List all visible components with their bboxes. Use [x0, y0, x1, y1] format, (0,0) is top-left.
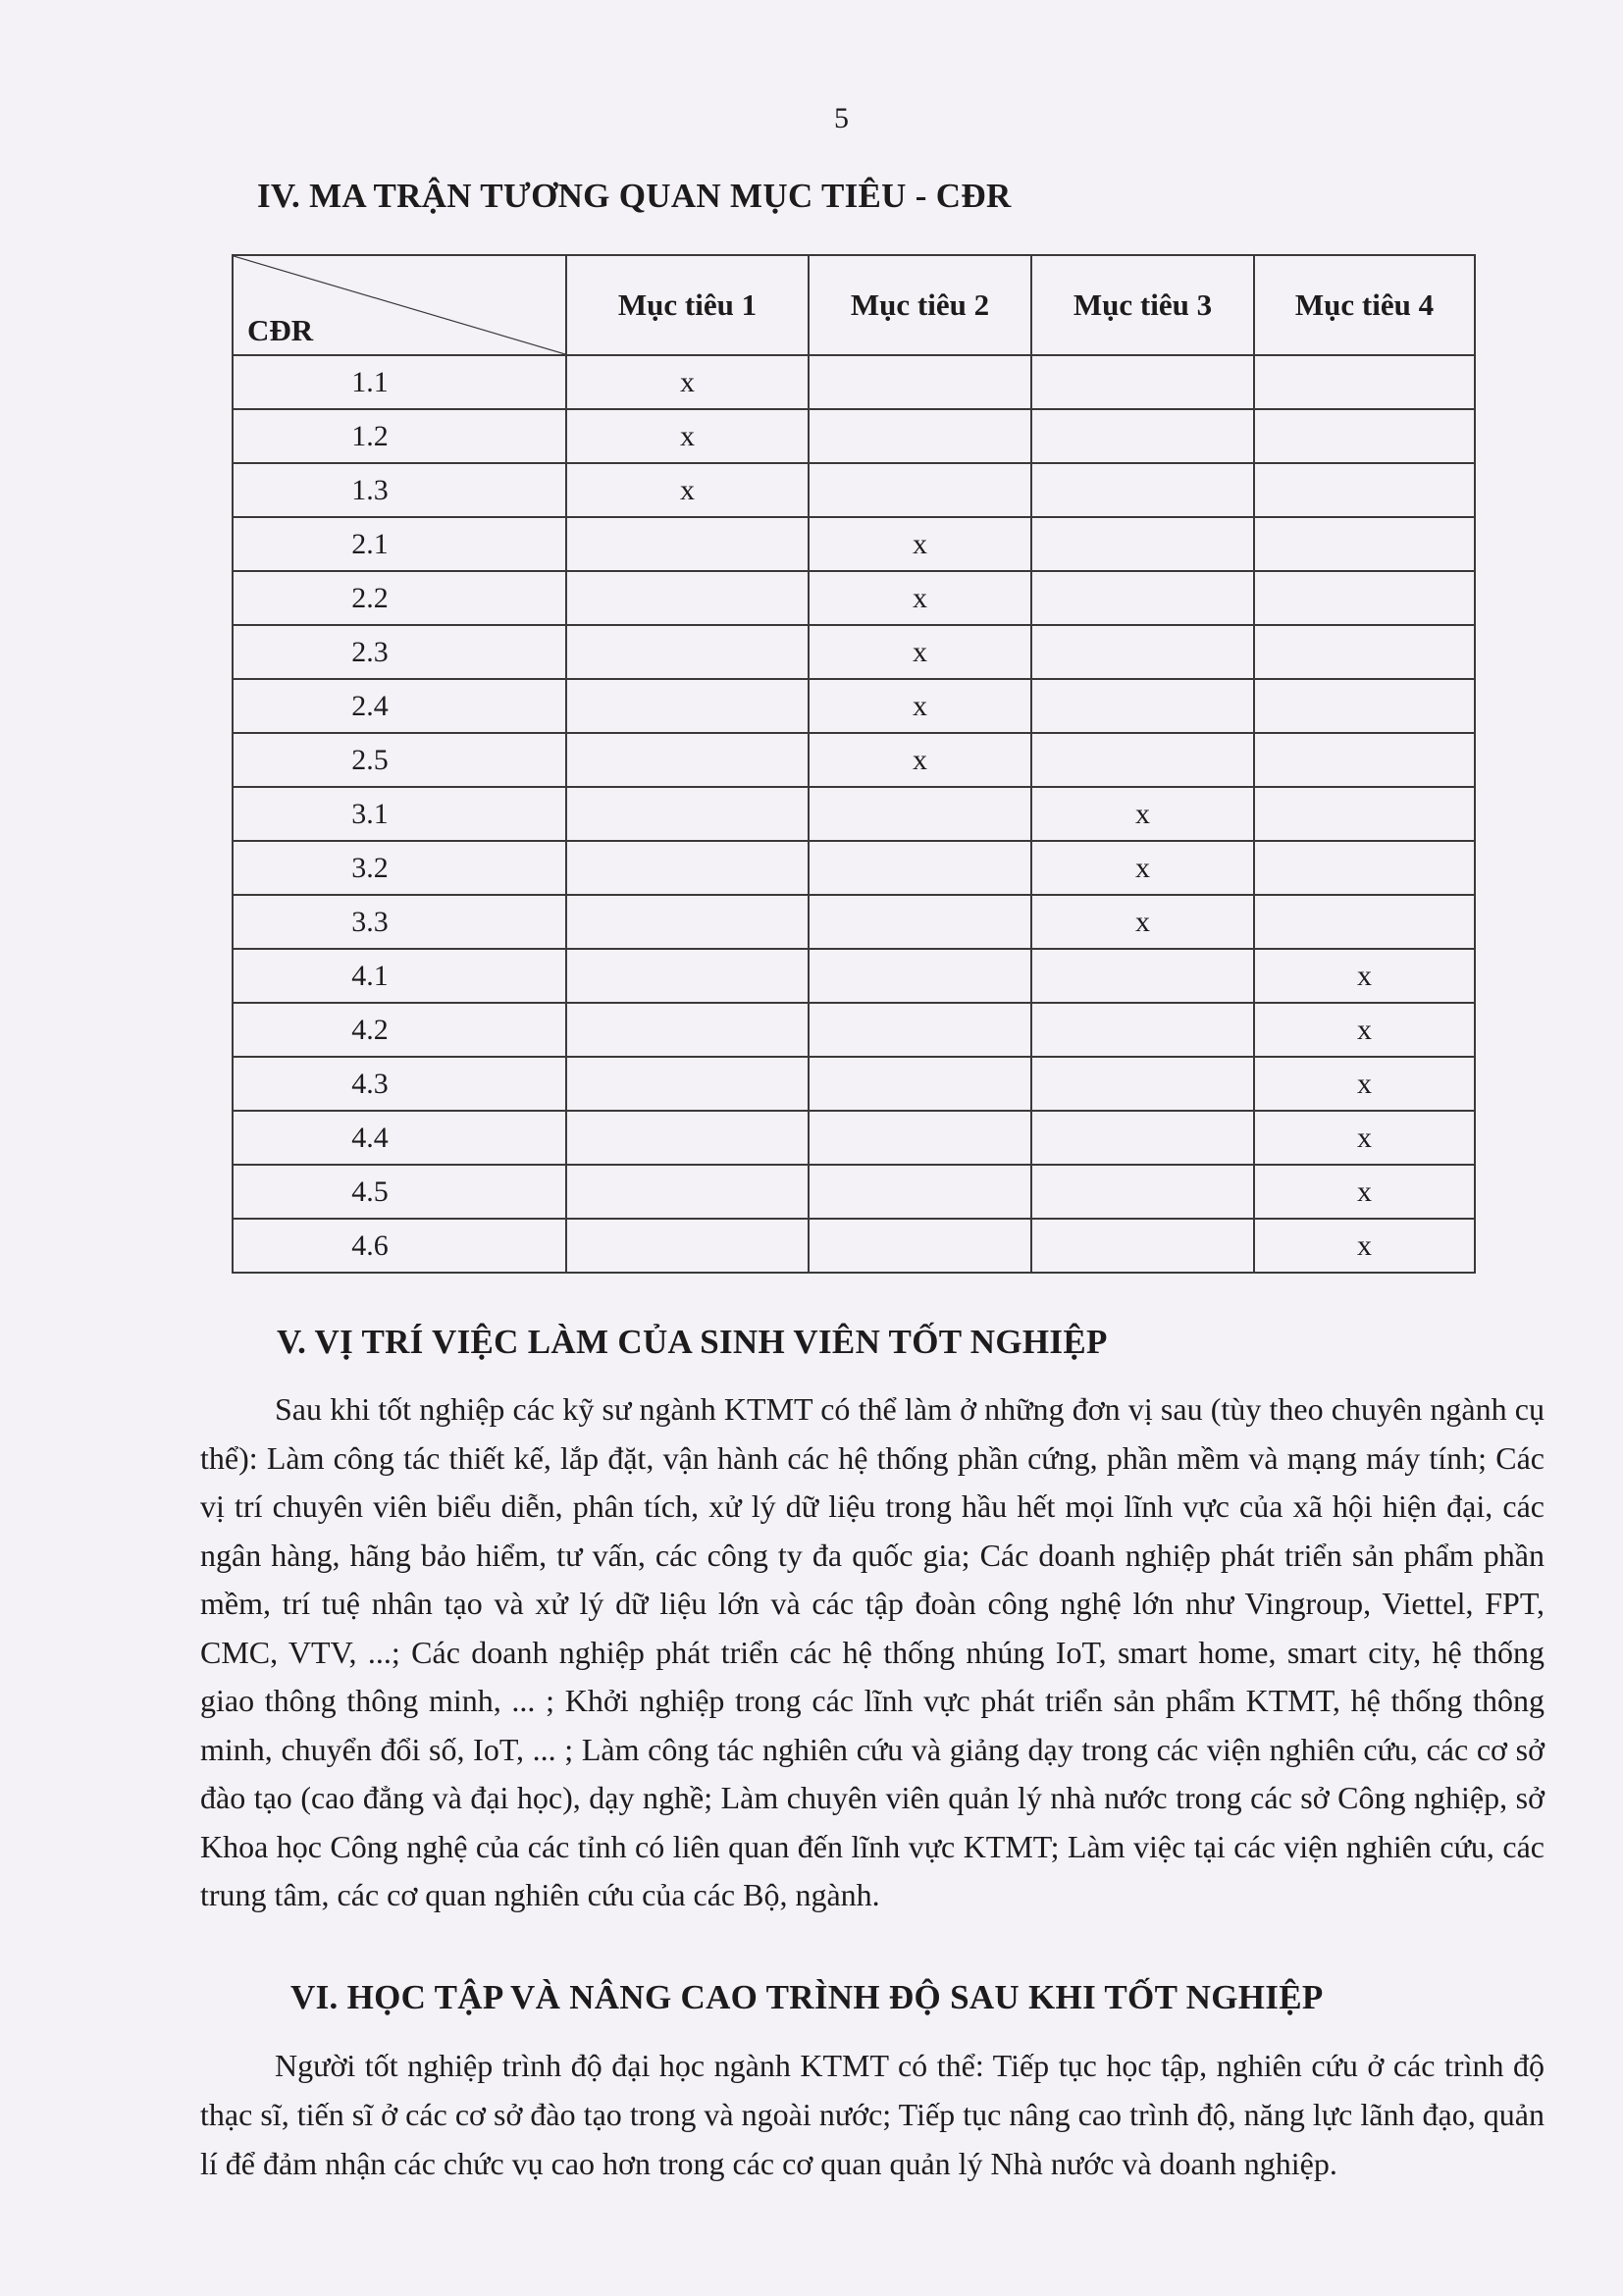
mapping-cell-objective-4 — [1254, 679, 1475, 733]
cdr-code-cell: 2.1 — [233, 517, 566, 571]
column-header-objective-1: Mục tiêu 1 — [566, 255, 809, 355]
table-row — [233, 409, 1475, 463]
mapping-cell-objective-3 — [1031, 733, 1254, 787]
mapping-cell-objective-2 — [809, 1003, 1031, 1057]
cdr-code-cell: 1.2 — [233, 409, 566, 463]
cdr-code-cell: 2.3 — [233, 625, 566, 679]
mapping-cell-objective-1 — [566, 1003, 809, 1057]
mapping-cell-objective-2 — [809, 787, 1031, 841]
cdr-code-cell: 2.5 — [233, 733, 566, 787]
mapping-cell-objective-2 — [809, 409, 1031, 463]
mapping-cell-objective-1 — [566, 1111, 809, 1165]
section-4-heading: IV. MA TRẬN TƯƠNG QUAN MỤC TIÊU - CĐR — [257, 177, 1012, 215]
objectives-cdr-matrix — [232, 254, 1476, 1274]
mapping-cell-objective-4 — [1254, 463, 1475, 517]
cdr-code-cell: 3.3 — [233, 895, 566, 949]
mapping-cell-objective-2 — [809, 1219, 1031, 1273]
cdr-code-cell: 2.2 — [233, 571, 566, 625]
table-row — [233, 841, 1475, 895]
mapping-cell-objective-1: x — [566, 409, 809, 463]
mapping-cell-objective-2: x — [809, 733, 1031, 787]
mapping-cell-objective-3 — [1031, 517, 1254, 571]
mapping-cell-objective-1 — [566, 841, 809, 895]
cdr-code-cell: 3.2 — [233, 841, 566, 895]
mapping-cell-objective-4: x — [1254, 1003, 1475, 1057]
mapping-cell-objective-3: x — [1031, 895, 1254, 949]
mapping-cell-objective-2 — [809, 1111, 1031, 1165]
mapping-cell-objective-3 — [1031, 1003, 1254, 1057]
mapping-cell-objective-3 — [1031, 463, 1254, 517]
table-row — [233, 733, 1475, 787]
section-6-paragraph: Người tốt nghiệp trình độ đại học ngành KTMT có thể: Tiếp tục học tập, nghiên cứu ở các trình độ thạc sĩ, tiến sĩ ở các cơ sở đào tạo trong và ngoài nước; Tiếp tục nâng cao trình độ, năng lực lãnh đạo, quản lí để đảm nhận các chức vụ cao hơn trong các cơ quan quản lý Nhà nước và doanh nghiệp. — [200, 2048, 1544, 2181]
mapping-cell-objective-4: x — [1254, 1219, 1475, 1273]
mapping-cell-objective-1 — [566, 1165, 809, 1219]
mapping-cell-objective-4 — [1254, 733, 1475, 787]
mapping-cell-objective-2 — [809, 1165, 1031, 1219]
mapping-cell-objective-3: x — [1031, 787, 1254, 841]
table-row — [233, 679, 1475, 733]
mapping-cell-objective-3 — [1031, 1057, 1254, 1111]
matrix-corner-cell — [233, 255, 566, 355]
cdr-code-cell: 1.1 — [233, 355, 566, 409]
mapping-cell-objective-1: x — [566, 463, 809, 517]
mapping-cell-objective-4 — [1254, 841, 1475, 895]
mapping-cell-objective-4 — [1254, 409, 1475, 463]
cdr-code-cell: 1.3 — [233, 463, 566, 517]
mapping-cell-objective-1 — [566, 517, 809, 571]
column-header-objective-2: Mục tiêu 2 — [809, 255, 1031, 355]
mapping-cell-objective-3 — [1031, 1111, 1254, 1165]
mapping-cell-objective-1 — [566, 1219, 809, 1273]
cdr-code-cell: 3.1 — [233, 787, 566, 841]
matrix-body — [233, 355, 1475, 1273]
mapping-cell-objective-1 — [566, 733, 809, 787]
table-row — [233, 571, 1475, 625]
mapping-cell-objective-4: x — [1254, 1165, 1475, 1219]
mapping-cell-objective-1: x — [566, 355, 809, 409]
mapping-cell-objective-3 — [1031, 1165, 1254, 1219]
table-row — [233, 463, 1475, 517]
table-row — [233, 355, 1475, 409]
mapping-cell-objective-4 — [1254, 895, 1475, 949]
mapping-cell-objective-3 — [1031, 949, 1254, 1003]
table-row — [233, 1057, 1475, 1111]
mapping-cell-objective-2 — [809, 949, 1031, 1003]
mapping-cell-objective-2: x — [809, 571, 1031, 625]
mapping-cell-objective-3 — [1031, 355, 1254, 409]
mapping-cell-objective-1 — [566, 949, 809, 1003]
table-row — [233, 949, 1475, 1003]
mapping-cell-objective-1 — [566, 895, 809, 949]
mapping-cell-objective-1 — [566, 679, 809, 733]
cdr-code-cell: 4.4 — [233, 1111, 566, 1165]
table-row — [233, 787, 1475, 841]
cdr-code-cell: 2.4 — [233, 679, 566, 733]
mapping-cell-objective-3 — [1031, 409, 1254, 463]
section-5-paragraph: Sau khi tốt nghiệp các kỹ sư ngành KTMT có thể làm ở những đơn vị sau (tùy theo chuyên ngành cụ thể): Làm công tác thiết kế, lắp đặt, vận hành các hệ thống phần cứng, phần mềm và mạng máy tính; Các vị trí chuyên viên biểu diễn, phân tích, xử lý dữ liệu trong hầu hết mọi lĩnh vực của xã hội hiện đại, các ngân hàng, hãng bảo hiểm, tư vấn, các công ty đa quốc gia; Các doanh nghiệp phát triển sản phẩm phần mềm, trí tuệ nhân tạo và xử lý dữ liệu lớn và các tập đoàn công nghệ lớn như Vingroup, Viettel, FPT, CMC, VTV, ...; Các doanh nghiệp phát triển các hệ thống nhúng IoT, smart home, smart city, hệ thống giao thông thông minh, ... ; Khởi nghiệp trong các lĩnh vực phát triển sản phẩm KTMT, hệ thống thông minh, chuyển đổi số, IoT, ... ; Làm công tác nghiên cứu và giảng dạy trong các viện nghiên cứu, các cơ sở đào tạo (cao đẳng và đại học), dạy nghề; Làm chuyên viên quản lý nhà nước trong các sở Công nghiệp, sở Khoa học Công nghệ của các tỉnh có liên quan đến lĩnh vực KTMT; Làm việc tại các viện nghiên cứu, các trung tâm, các cơ quan nghiên cứu của các Bộ, ngành. — [200, 1391, 1544, 1912]
mapping-cell-objective-2: x — [809, 625, 1031, 679]
table-row — [233, 895, 1475, 949]
mapping-cell-objective-2 — [809, 1057, 1031, 1111]
cdr-column-label: CĐR — [247, 313, 314, 347]
table-row — [233, 625, 1475, 679]
mapping-cell-objective-3 — [1031, 679, 1254, 733]
mapping-cell-objective-1 — [566, 787, 809, 841]
cdr-code-cell: 4.2 — [233, 1003, 566, 1057]
mapping-cell-objective-2 — [809, 355, 1031, 409]
mapping-cell-objective-2: x — [809, 517, 1031, 571]
mapping-cell-objective-3 — [1031, 625, 1254, 679]
mapping-cell-objective-4 — [1254, 517, 1475, 571]
mapping-cell-objective-1 — [566, 1057, 809, 1111]
mapping-cell-objective-2 — [809, 895, 1031, 949]
mapping-cell-objective-4: x — [1254, 1057, 1475, 1111]
mapping-cell-objective-3: x — [1031, 841, 1254, 895]
table-row — [233, 1165, 1475, 1219]
table-row — [233, 1111, 1475, 1165]
cdr-code-cell: 4.1 — [233, 949, 566, 1003]
mapping-cell-objective-2 — [809, 463, 1031, 517]
mapping-cell-objective-4: x — [1254, 949, 1475, 1003]
mapping-cell-objective-1 — [566, 625, 809, 679]
cdr-code-cell: 4.3 — [233, 1057, 566, 1111]
mapping-cell-objective-3 — [1031, 1219, 1254, 1273]
mapping-cell-objective-4 — [1254, 355, 1475, 409]
mapping-cell-objective-2: x — [809, 679, 1031, 733]
table-row — [233, 517, 1475, 571]
cdr-code-cell: 4.5 — [233, 1165, 566, 1219]
mapping-cell-objective-4 — [1254, 787, 1475, 841]
matrix-header-row — [233, 255, 1475, 355]
mapping-cell-objective-4 — [1254, 625, 1475, 679]
section-5-heading: V. VỊ TRÍ VIỆC LÀM CỦA SINH VIÊN TỐT NGHIỆP — [277, 1323, 1108, 1361]
mapping-cell-objective-4 — [1254, 571, 1475, 625]
cdr-code-cell: 4.6 — [233, 1219, 566, 1273]
page-number: 5 — [834, 102, 849, 134]
column-header-objective-4: Mục tiêu 4 — [1254, 255, 1475, 355]
table-row — [233, 1003, 1475, 1057]
table-row — [233, 1219, 1475, 1273]
mapping-cell-objective-1 — [566, 571, 809, 625]
mapping-cell-objective-3 — [1031, 571, 1254, 625]
column-header-objective-3: Mục tiêu 3 — [1031, 255, 1254, 355]
mapping-cell-objective-2 — [809, 841, 1031, 895]
section-6-heading: VI. HỌC TẬP VÀ NÂNG CAO TRÌNH ĐỘ SAU KHI TỐT NGHIỆP — [290, 1978, 1324, 2016]
mapping-cell-objective-4: x — [1254, 1111, 1475, 1165]
